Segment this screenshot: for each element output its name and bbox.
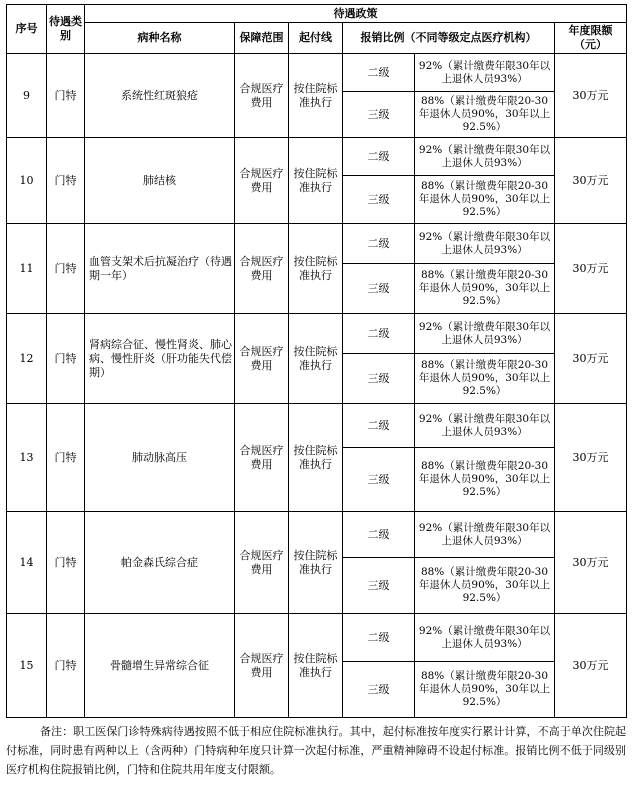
row-ratio-3: 88%（累计缴费年限20-30年退休人员90%，30年以上92.5%） bbox=[415, 354, 555, 404]
table-row bbox=[7, 314, 627, 354]
row-level-2: 二级 bbox=[343, 614, 415, 662]
header-limit: 年度限额（元） bbox=[555, 23, 627, 54]
row-number: 14 bbox=[7, 512, 47, 614]
row-category: 门特 bbox=[47, 512, 85, 614]
row-threshold: 按住院标准执行 bbox=[289, 512, 343, 614]
row-scope: 合规医疗费用 bbox=[235, 512, 289, 614]
row-number: 15 bbox=[7, 614, 47, 718]
table-row bbox=[7, 614, 627, 662]
row-scope: 合规医疗费用 bbox=[235, 614, 289, 718]
header-seq: 序号 bbox=[7, 5, 47, 54]
row-disease: 系统性红斑狼疮 bbox=[85, 54, 235, 138]
row-ratio-3: 88%（累计缴费年限20-30年退休人员90%，30年以上92.5%） bbox=[415, 92, 555, 138]
table-row bbox=[7, 138, 627, 176]
row-scope: 合规医疗费用 bbox=[235, 54, 289, 138]
row-category: 门特 bbox=[47, 138, 85, 224]
row-category: 门特 bbox=[47, 224, 85, 314]
row-level-2: 二级 bbox=[343, 314, 415, 354]
row-limit: 30万元 bbox=[555, 54, 627, 138]
row-number: 12 bbox=[7, 314, 47, 404]
row-limit: 30万元 bbox=[555, 404, 627, 512]
row-scope: 合规医疗费用 bbox=[235, 404, 289, 512]
row-level-2: 二级 bbox=[343, 54, 415, 92]
document bbox=[6, 4, 626, 779]
table-row bbox=[7, 512, 627, 558]
header-scope: 保障范围 bbox=[235, 23, 289, 54]
row-level-3: 三级 bbox=[343, 354, 415, 404]
row-level-3: 三级 bbox=[343, 662, 415, 718]
row-threshold: 按住院标准执行 bbox=[289, 138, 343, 224]
footnote: 备注：职工医保门诊特殊病待遇按照不低于相应住院标准执行。其中，起付标准按年度实行累计计算，不高于单次住院起付标准，同时患有两种以上（含两种）门特病种年度只计算一次起付标准，严重精神障碍不设起付标准。报销比例不低于同级别医疗机构住院报销比例，门特和住院共用年度支付限额。 bbox=[6, 725, 626, 776]
table-row bbox=[7, 54, 627, 92]
row-number: 9 bbox=[7, 54, 47, 138]
table-body bbox=[7, 54, 627, 718]
header-policy: 待遇政策 bbox=[85, 5, 627, 23]
row-disease: 血管支架术后抗凝治疗（待遇期一年） bbox=[85, 224, 235, 314]
header-disease: 病种名称 bbox=[85, 23, 235, 54]
row-ratio-2: 92%（累计缴费年限30年以上退休人员93%） bbox=[415, 404, 555, 448]
row-category: 门特 bbox=[47, 404, 85, 512]
row-level-3: 三级 bbox=[343, 176, 415, 224]
row-disease: 帕金森氏综合症 bbox=[85, 512, 235, 614]
policy-table bbox=[6, 4, 627, 718]
row-ratio-2: 92%（累计缴费年限30年以上退休人员93%） bbox=[415, 138, 555, 176]
row-level-3: 三级 bbox=[343, 558, 415, 614]
row-level-2: 二级 bbox=[343, 224, 415, 264]
row-ratio-2: 92%（累计缴费年限30年以上退休人员93%） bbox=[415, 614, 555, 662]
row-limit: 30万元 bbox=[555, 138, 627, 224]
row-limit: 30万元 bbox=[555, 512, 627, 614]
row-ratio-2: 92%（累计缴费年限30年以上退休人员93%） bbox=[415, 512, 555, 558]
row-level-3: 三级 bbox=[343, 92, 415, 138]
row-level-2: 二级 bbox=[343, 404, 415, 448]
row-ratio-2: 92%（累计缴费年限30年以上退休人员93%） bbox=[415, 54, 555, 92]
row-scope: 合规医疗费用 bbox=[235, 224, 289, 314]
row-category: 门特 bbox=[47, 614, 85, 718]
table-row bbox=[7, 404, 627, 448]
row-disease: 骨髓增生异常综合征 bbox=[85, 614, 235, 718]
row-ratio-2: 92%（累计缴费年限30年以上退休人员93%） bbox=[415, 314, 555, 354]
row-ratio-2: 92%（累计缴费年限30年以上退休人员93%） bbox=[415, 224, 555, 264]
row-level-2: 二级 bbox=[343, 138, 415, 176]
row-category: 门特 bbox=[47, 314, 85, 404]
row-level-3: 三级 bbox=[343, 448, 415, 512]
row-ratio-3: 88%（累计缴费年限20-30年退休人员90%，30年以上92.5%） bbox=[415, 558, 555, 614]
header-ratio: 报销比例（不同等级定点医疗机构） bbox=[343, 23, 555, 54]
row-number: 13 bbox=[7, 404, 47, 512]
row-threshold: 按住院标准执行 bbox=[289, 314, 343, 404]
header-category: 待遇类别 bbox=[47, 5, 85, 54]
row-scope: 合规医疗费用 bbox=[235, 314, 289, 404]
row-number: 11 bbox=[7, 224, 47, 314]
row-limit: 30万元 bbox=[555, 224, 627, 314]
row-threshold: 按住院标准执行 bbox=[289, 54, 343, 138]
row-limit: 30万元 bbox=[555, 314, 627, 404]
row-disease: 肺结核 bbox=[85, 138, 235, 224]
row-threshold: 按住院标准执行 bbox=[289, 224, 343, 314]
header-threshold: 起付线 bbox=[289, 23, 343, 54]
table-row bbox=[7, 224, 627, 264]
row-disease: 肾病综合征、慢性肾炎、肺心病、慢性肝炎（肝功能失代偿期） bbox=[85, 314, 235, 404]
row-level-3: 三级 bbox=[343, 264, 415, 314]
row-threshold: 按住院标准执行 bbox=[289, 614, 343, 718]
row-number: 10 bbox=[7, 138, 47, 224]
row-limit: 30万元 bbox=[555, 614, 627, 718]
row-ratio-3: 88%（累计缴费年限20-30年退休人员90%，30年以上92.5%） bbox=[415, 448, 555, 512]
row-disease: 肺动脉高压 bbox=[85, 404, 235, 512]
row-threshold: 按住院标准执行 bbox=[289, 404, 343, 512]
row-ratio-3: 88%（累计缴费年限20-30年退休人员90%，30年以上92.5%） bbox=[415, 662, 555, 718]
row-ratio-3: 88%（累计缴费年限20-30年退休人员90%，30年以上92.5%） bbox=[415, 264, 555, 314]
row-ratio-3: 88%（累计缴费年限20-30年退休人员90%，30年以上92.5%） bbox=[415, 176, 555, 224]
row-scope: 合规医疗费用 bbox=[235, 138, 289, 224]
row-category: 门特 bbox=[47, 54, 85, 138]
row-level-2: 二级 bbox=[343, 512, 415, 558]
